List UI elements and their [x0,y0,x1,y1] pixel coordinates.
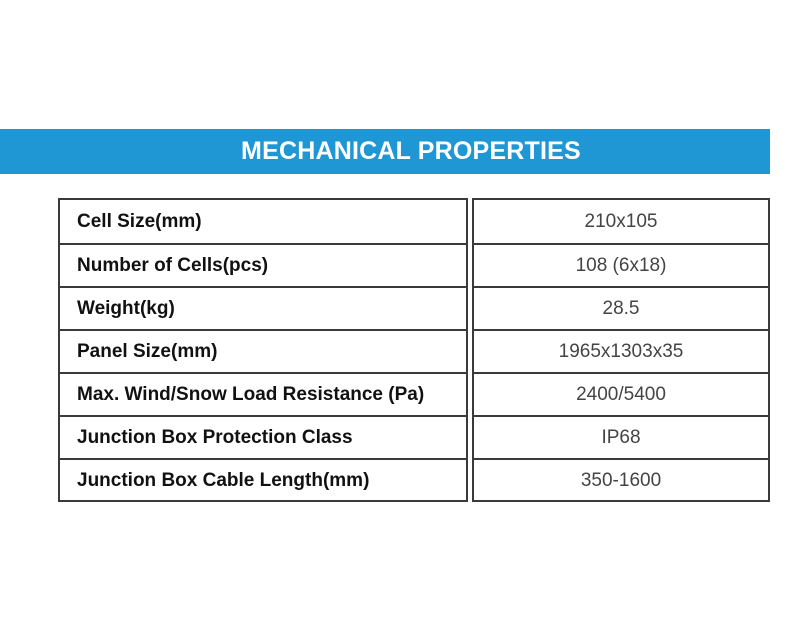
property-value: 2400/5400 [576,383,666,405]
table-row [60,200,466,243]
property-value: 210x105 [584,210,658,232]
table-row [474,200,768,243]
section-header-banner [0,129,770,174]
table-row [60,243,466,286]
property-value: IP68 [601,426,641,448]
table-row [474,372,768,415]
table-row [60,286,466,329]
property-value: 108 (6x18) [575,254,667,276]
table-row [60,372,466,415]
property-label: Cell Size(mm) [77,210,202,232]
property-label: Junction Box Cable Length(mm) [77,469,370,491]
property-value: 28.5 [602,297,640,319]
table-row [474,329,768,372]
properties-table [58,198,770,502]
property-label: Max. Wind/Snow Load Resistance (Pa) [77,383,425,405]
property-label: Junction Box Protection Class [77,426,353,448]
table-row [60,329,466,372]
property-label: Weight(kg) [77,297,175,319]
table-row [60,415,466,458]
table-row [474,243,768,286]
table-row [474,415,768,458]
table-row [60,458,466,501]
property-value: 350-1600 [580,469,662,491]
property-value: 1965x1303x35 [558,340,684,362]
property-value-column [472,198,770,502]
table-row [474,286,768,329]
property-label: Panel Size(mm) [77,340,218,362]
property-label-column [58,198,468,502]
table-row [474,458,768,501]
property-label: Number of Cells(pcs) [77,254,269,276]
section-title: MECHANICAL PROPERTIES [241,137,581,165]
